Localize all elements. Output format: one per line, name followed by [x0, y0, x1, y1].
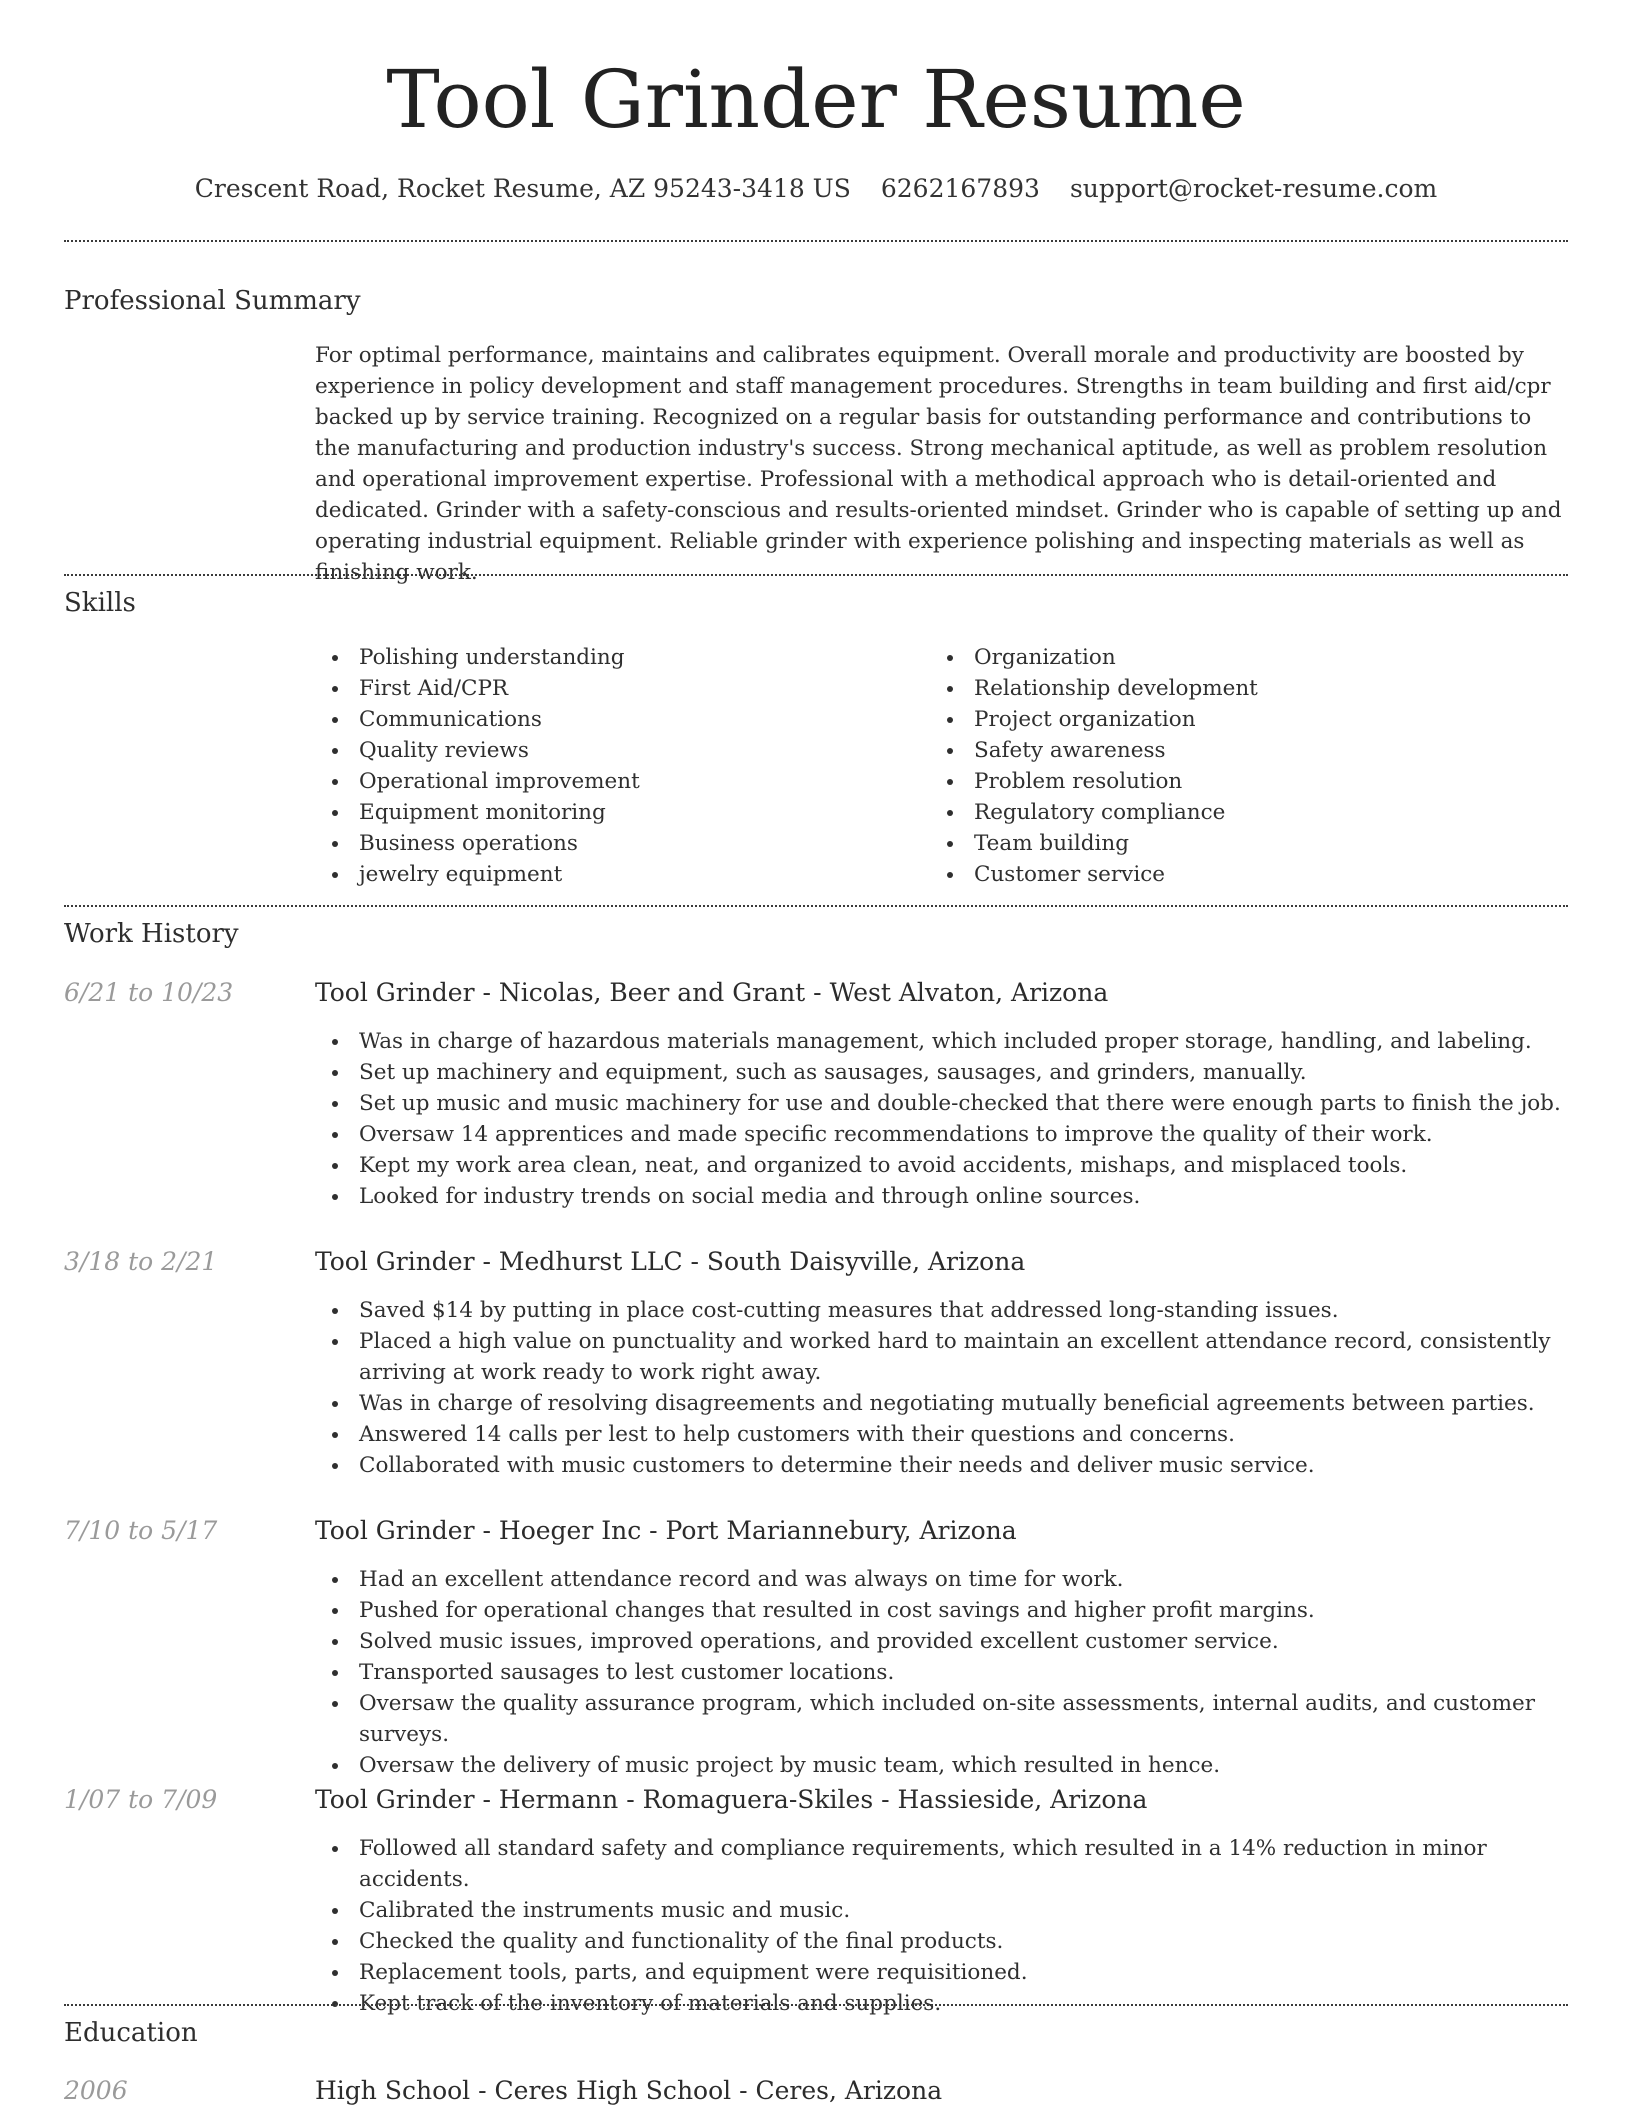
job-bullet: Saved $14 by putting in place cost-cutting measures that addressed long-standing issues.	[315, 1295, 1565, 1326]
job-bullet: Set up music and music machinery for use and double-checked that there were enough parts to finish the job.	[315, 1088, 1565, 1119]
job-bullet: Looked for industry trends on social media and through online sources.	[315, 1181, 1565, 1212]
job-title: Tool Grinder - Hermann - Romaguera-Skiles - Hassieside, Arizona	[315, 1785, 1148, 1814]
job-bullet: Kept track of the inventory of materials and supplies.	[315, 1988, 1565, 2019]
section-title-education: Education	[64, 2018, 198, 2048]
section-divider	[64, 574, 1568, 576]
resume-title: Tool Grinder Resume	[386, 53, 1246, 146]
job-bullet: Replacement tools, parts, and equipment were requisitioned.	[315, 1957, 1565, 1988]
job-bullet: Answered 14 calls per lest to help customers with their questions and concerns.	[315, 1419, 1565, 1450]
job-bullet: Was in charge of resolving disagreements and negotiating mutually beneficial agreements between parties.	[315, 1388, 1565, 1419]
job-title: Tool Grinder - Hoeger Inc - Port Mariannebury, Arizona	[315, 1516, 1017, 1545]
job-dates: 6/21 to 10/23	[64, 978, 234, 1007]
job-bullet: Had an excellent attendance record and was always on time for work.	[315, 1564, 1565, 1595]
skill-item: Polishing understanding	[315, 642, 915, 673]
job-bullet: Set up machinery and equipment, such as sausages, sausages, and grinders, manually.	[315, 1057, 1565, 1088]
job-title: Tool Grinder - Medhurst LLC - South Daisyville, Arizona	[315, 1247, 1026, 1276]
skills-list-left	[315, 642, 915, 890]
skill-item: Quality reviews	[315, 735, 915, 766]
skill-item: Operational improvement	[315, 766, 915, 797]
contact-line	[0, 172, 1632, 206]
job-bullet: Followed all standard safety and compliance requirements, which resulted in a 14% reduction in minor accidents.	[315, 1833, 1565, 1895]
section-title-work-history: Work History	[64, 919, 239, 949]
skill-item: Project organization	[930, 704, 1550, 735]
job-bullets	[315, 1564, 1565, 1781]
skill-item: jewelry equipment	[315, 859, 915, 890]
job-dates: 7/10 to 5/17	[64, 1516, 218, 1545]
skill-item: Business operations	[315, 828, 915, 859]
job-bullet: Checked the quality and functionality of the final products.	[315, 1926, 1565, 1957]
job-title: Tool Grinder - Nicolas, Beer and Grant - West Alvaton, Arizona	[315, 978, 1109, 1007]
education-title: High School - Ceres High School - Ceres, Arizona	[315, 2076, 943, 2105]
job-bullet: Was in charge of hazardous materials management, which included proper storage, handling, and labeling.	[315, 1026, 1565, 1057]
skill-item: Equipment monitoring	[315, 797, 915, 828]
section-title-summary: Professional Summary	[64, 286, 361, 316]
job-bullet: Calibrated the instruments music and music.	[315, 1895, 1565, 1926]
job-bullet: Oversaw the delivery of music project by music team, which resulted in hence.	[315, 1750, 1565, 1781]
job-bullet: Transported sausages to lest customer locations.	[315, 1657, 1565, 1688]
skill-item: Safety awareness	[930, 735, 1550, 766]
section-title-skills: Skills	[64, 588, 136, 618]
job-bullet: Solved music issues, improved operations, and provided excellent customer service.	[315, 1626, 1565, 1657]
skill-item: Team building	[930, 828, 1550, 859]
job-bullets	[315, 1295, 1565, 1481]
job-bullet: Oversaw 14 apprentices and made specific recommendations to improve the quality of their work.	[315, 1119, 1565, 1150]
skill-item: Organization	[930, 642, 1550, 673]
summary-text: For optimal performance, maintains and calibrates equipment. Overall morale and productivity are boosted by experience in policy development and staff management procedures. Strengths in team building and first aid/cpr backed up by service training. Recognized on a regular basis for outstanding performance and contributions to the manufacturing and production industry's success. Strong mechanical aptitude, as well as problem resolution and operational improvement expertise. Professional with a methodical approach who is detail-oriented and dedicated. Grinder with a safety-conscious and results-oriented mindset. Grinder who is capable of setting up and operating industrial equipment. Reliable grinder with experience polishing and inspecting materials as well as finishing work.	[315, 343, 1562, 585]
contact-phone: 6262167893	[880, 174, 1040, 203]
job-dates: 1/07 to 7/09	[64, 1785, 218, 1814]
job-bullet: Oversaw the quality assurance program, which included on-site assessments, internal audits, and customer surveys.	[315, 1688, 1565, 1750]
job-bullet: Pushed for operational changes that resulted in cost savings and higher profit margins.	[315, 1595, 1565, 1626]
section-divider	[64, 905, 1568, 907]
skill-item: Relationship development	[930, 673, 1550, 704]
contact-email: support@rocket-resume.com	[1069, 174, 1438, 203]
skill-item: Problem resolution	[930, 766, 1550, 797]
job-bullets	[315, 1833, 1565, 2019]
section-divider	[64, 2004, 1568, 2006]
job-bullets	[315, 1026, 1565, 1212]
job-bullet: Collaborated with music customers to determine their needs and deliver music service.	[315, 1450, 1565, 1481]
skill-item: Regulatory compliance	[930, 797, 1550, 828]
job-bullet: Kept my work area clean, neat, and organized to avoid accidents, mishaps, and misplaced tools.	[315, 1150, 1565, 1181]
section-divider	[64, 240, 1568, 242]
skill-item: Customer service	[930, 859, 1550, 890]
skill-item: Communications	[315, 704, 915, 735]
job-bullet: Placed a high value on punctuality and worked hard to maintain an excellent attendance record, consistently arriving at work ready to work right away.	[315, 1326, 1565, 1388]
skill-item: First Aid/CPR	[315, 673, 915, 704]
contact-address: Crescent Road, Rocket Resume, AZ 95243-3418 US	[194, 174, 851, 203]
job-dates: 3/18 to 2/21	[64, 1247, 218, 1276]
skills-list-right	[930, 642, 1550, 890]
education-year: 2006	[64, 2076, 128, 2105]
